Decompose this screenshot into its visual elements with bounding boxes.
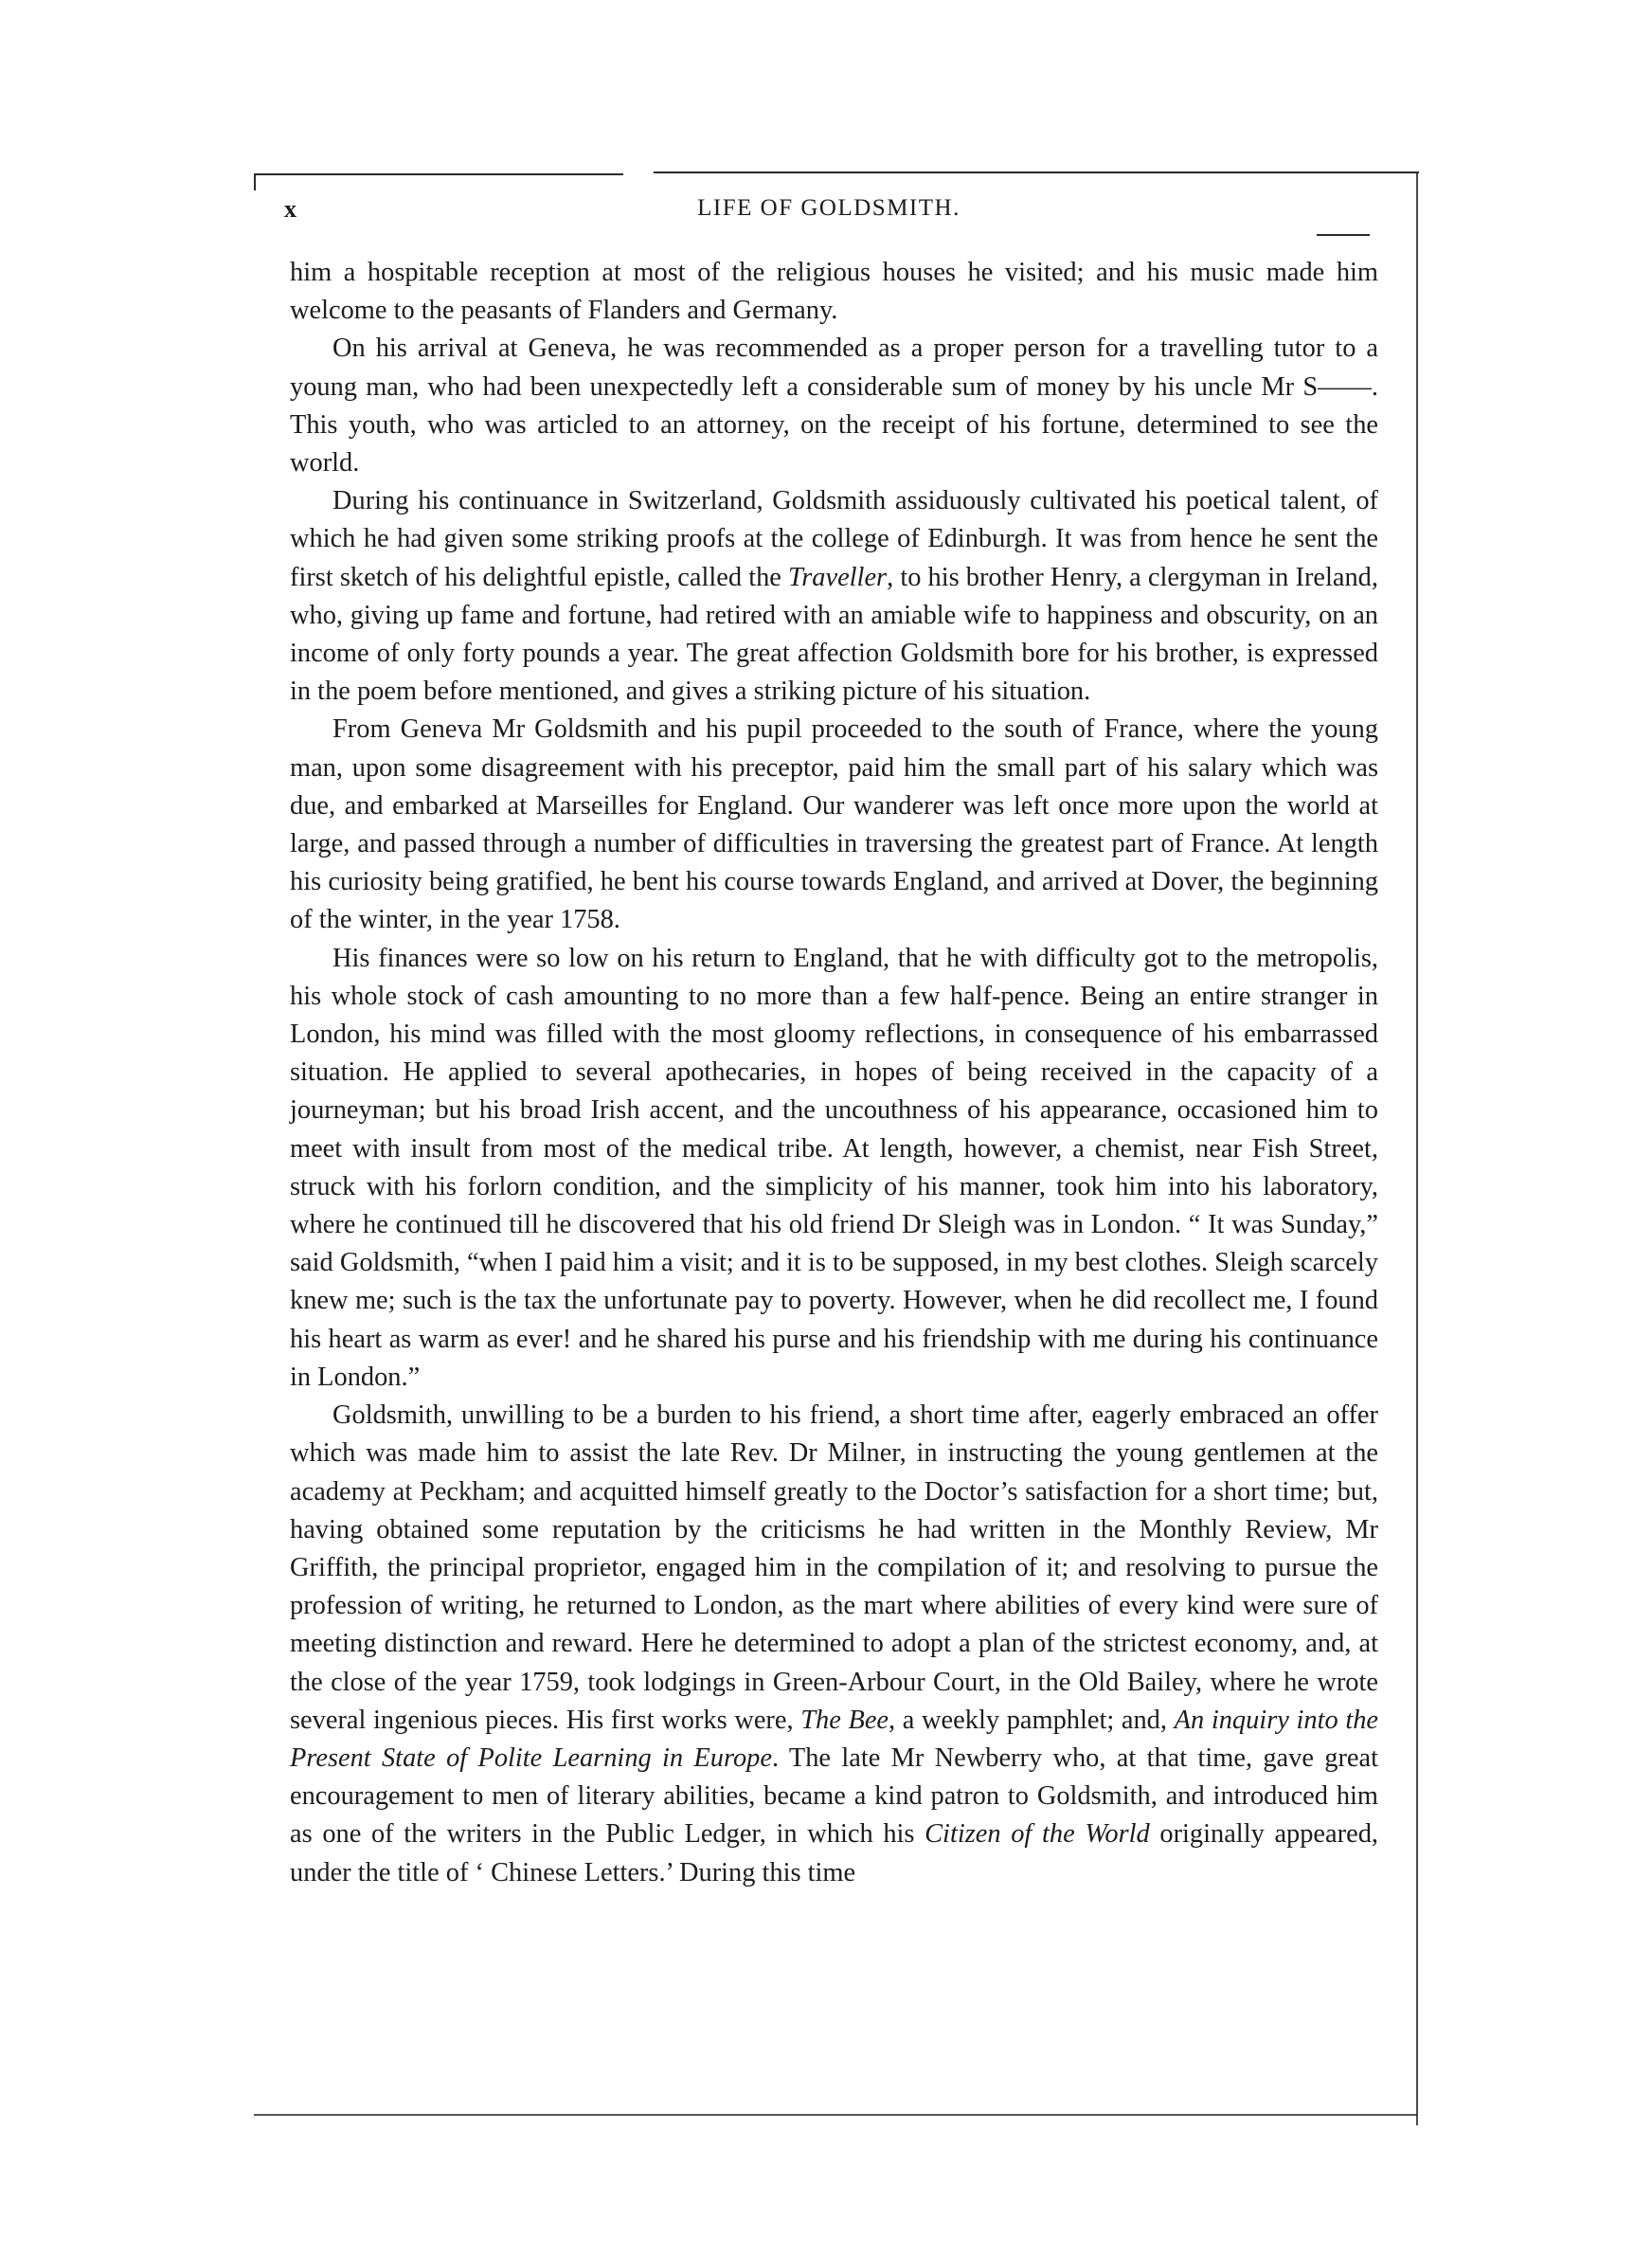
page-frame-right-rule	[1416, 172, 1418, 2125]
paragraph-text: , to his brother Henry, a clergyman in Ireland, who, giving up fame and fortune, had retired with an amiable wife to happiness and obscurity, on an income of only forty pounds a year. The great affection Goldsmith bore for his brother, is expressed in the poem before mentioned, and gives a striking picture of his situation.	[290, 562, 1378, 707]
paragraph-text: originally appeared, under the title of ‘ Chinese Letters.’ During this time	[290, 1819, 1378, 1887]
running-title: LIFE OF GOLDSMITH.	[697, 195, 961, 221]
paragraph	[290, 330, 1378, 482]
paragraph	[290, 1397, 1378, 1892]
italic-title-text: Traveller	[788, 562, 888, 592]
paragraph-text: During his continuance in Switzerland, Goldsmith assiduously cultivated his poetical talent, of which he had given some striking proofs at the college of Edinburgh. It was from hence he sent the first sketch of his delightful epistle, called the	[290, 486, 1378, 592]
header-underline	[1317, 234, 1370, 236]
paragraph-text: From Geneva Mr Goldsmith and his pupil proceeded to the south of France, where the young man, upon some disagreement with his preceptor, paid him the small part of his salary which was due, and embarked at Marseilles for England. Our wanderer was left once more upon the world at large, and passed through a number of difficulties in traversing the greatest part of France. At length his curiosity being gratified, he bent his course towards England, and arrived at Dover, the beginning of the winter, in the year 1758.	[290, 714, 1378, 935]
paragraph-text: , a weekly pamphlet; and,	[889, 1705, 1175, 1735]
body-text	[290, 254, 1378, 1892]
page-frame-top-rule	[254, 173, 623, 175]
paragraph-text: On his arrival at Geneva, he was recommended as a proper person for a travelling tutor to a young man, who had been unexpectedly left a considerable sum of money by his uncle Mr S——. This youth, who was articled to an attorney, on the receipt of his fortune, determined to see the world.	[290, 334, 1378, 478]
page-frame-bottom-rule	[254, 2114, 1417, 2116]
page-frame-left-rule	[254, 173, 256, 190]
italic-title-text: An inquiry into the Present State of Polite Learning in Europe	[290, 1705, 1379, 1773]
italic-title-text: The Bee	[800, 1705, 889, 1735]
paragraph-text: Goldsmith, unwilling to be a burden to his friend, a short time after, eagerly embraced an offer which was made him to assist the late Rev. Dr Milner, in instructing the young gentlemen at the academy at Peckham; and acquitted himself greatly to the Doctor’s satisfaction for a short time; but, having obtained some reputation by the criticisms he had written in the Monthly Review, Mr Griffith, the principal proprietor, engaged him in the compilation of it; and resolving to pursue the profession of writing, he returned to London, as the mart where abilities of every kind were sure of meeting distinction and reward. Here he determined to adopt a plan of the strictest economy, and, at the close of the year 1759, took lodgings in Green-Arbour Court, in the Old Bailey, where he wrote several ingenious pieces. His first works were,	[290, 1400, 1378, 1735]
page-number: x	[284, 195, 296, 223]
paragraph-text: him a hospitable reception at most of the religious houses he visited; and his music made him welcome to the peasants of Flanders and Germany.	[290, 258, 1378, 326]
page-frame-top-rule-right	[654, 172, 1419, 173]
italic-title-text: Citizen of the World	[925, 1819, 1150, 1850]
paragraph-text: . The late Mr Newberry who, at that time, gave great encouragement to men of literary abilities, became a kind patron to Goldsmith, and introduced him as one of the writers in the Public Ledger, in which his	[290, 1742, 1379, 1850]
paragraph-text: His finances were so low on his return to England, that he with difficulty got to the metropolis, his whole stock of cash amounting to no more than a few half-pence. Being an entire stranger in London, his mind was filled with the most gloomy reflections, in consequence of his embarrassed situation. He applied to several apothecaries, in hopes of being received in the capacity of a journeyman; but his broad Irish accent, and the uncouthness of his appearance, occasioned him to meet with insult from most of the medical tribe. At length, however, a chemist, near Fish Street, struck with his forlorn condition, and the simplicity of his manner, took him into his laboratory, where he continued till he discovered that his old friend Dr Sleigh was in London. “ It was Sunday,” said Goldsmith, “when I paid him a visit; and it is to be supposed, in my best clothes. Sleigh scarcely knew me; such is the tax the unfortunate pay to poverty. However, when he did recollect me, I found his heart as warm as ever! and he shared his purse and his friendship with me during his continuance in London.”	[290, 943, 1378, 1392]
paragraph	[290, 254, 1378, 330]
paragraph	[290, 940, 1378, 1397]
paragraph	[290, 711, 1378, 939]
page-header	[284, 195, 1374, 233]
paragraph	[290, 482, 1378, 711]
